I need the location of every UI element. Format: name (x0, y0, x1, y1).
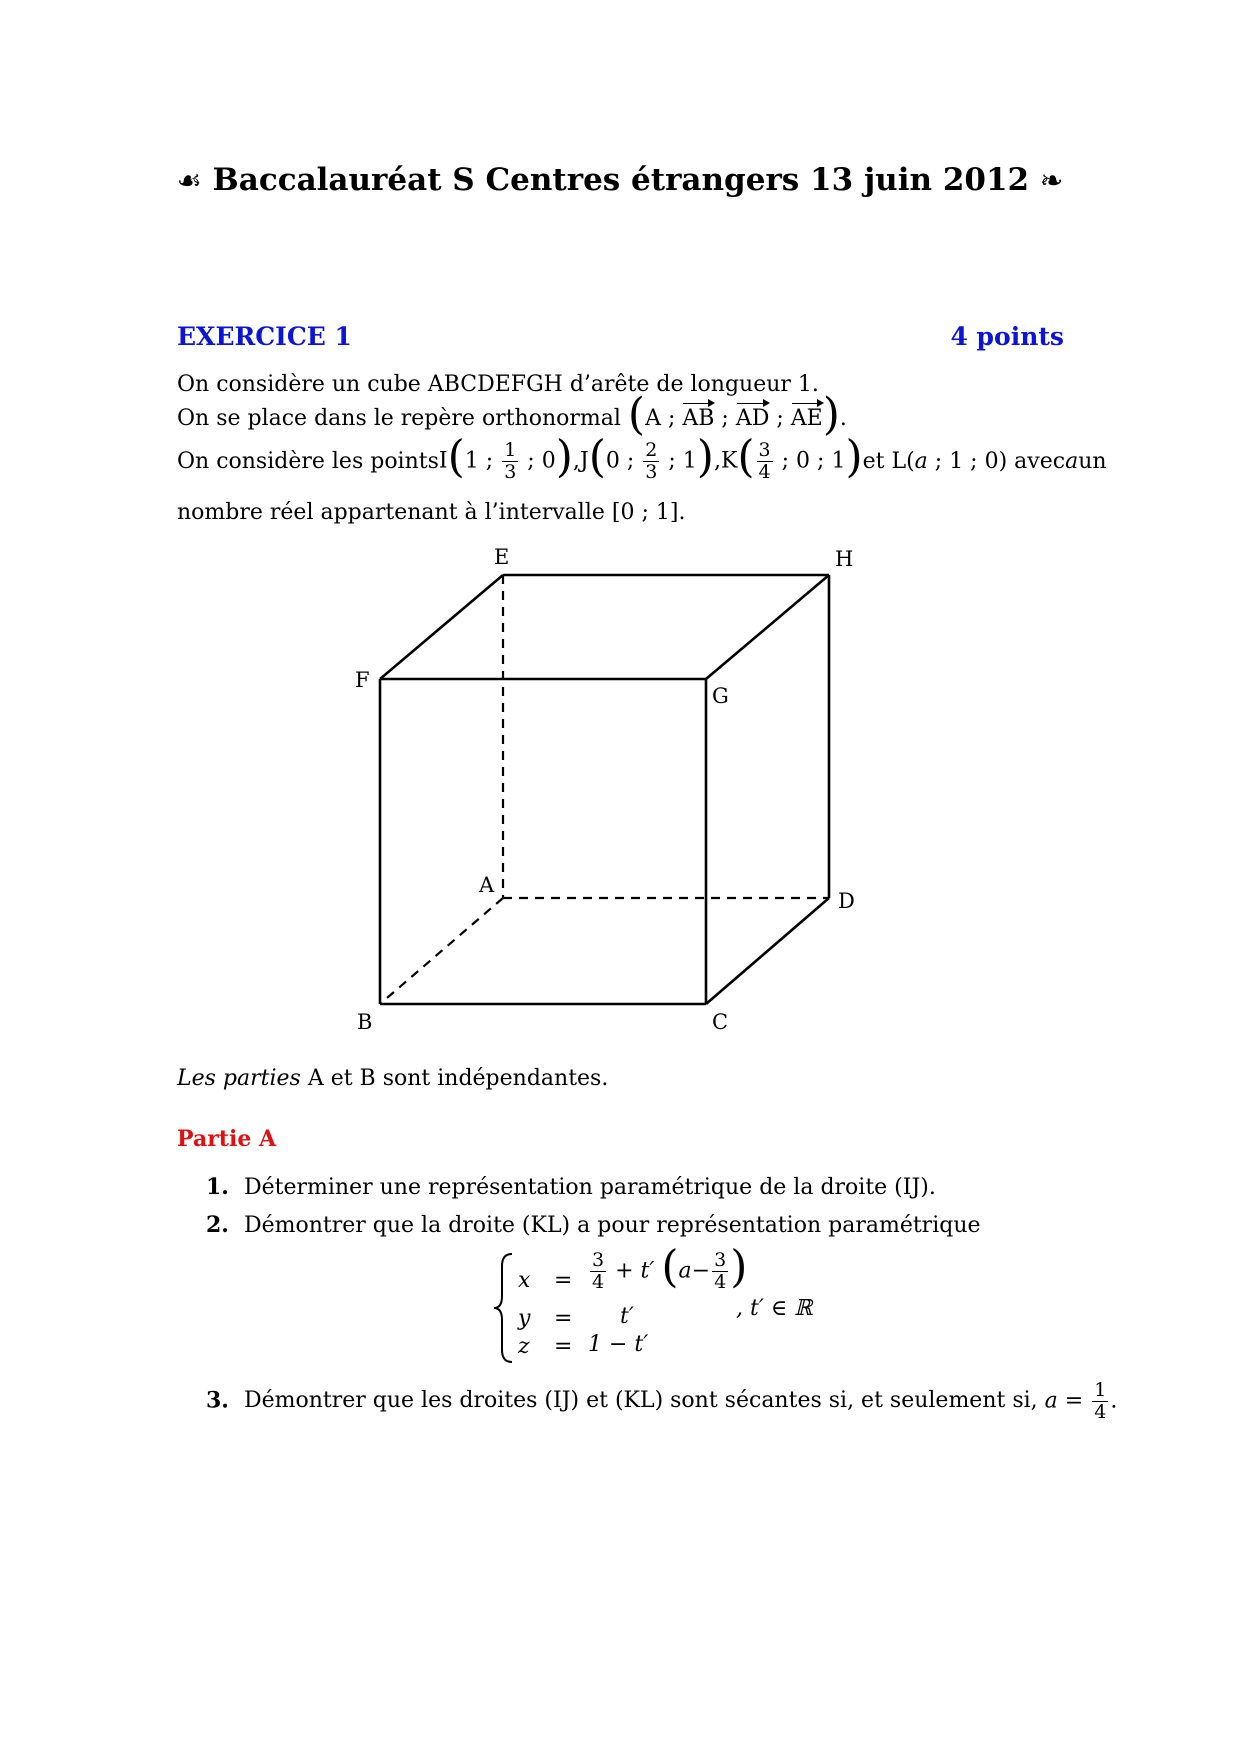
edge-ef (380, 575, 503, 679)
point-k: K( $\frac{3}{4}$ ; 0 ; 1) (720, 431, 863, 483)
ornament-left-icon: ☙ (176, 164, 202, 197)
label-e: E (494, 545, 510, 569)
label-d: D (838, 889, 855, 913)
label-c: C (712, 1010, 729, 1034)
points-prefix: On considère les points (177, 448, 439, 474)
sys-y-rhs: t′ (620, 1304, 634, 1329)
exercise-points: 4 points (950, 322, 1064, 351)
edge-cd (706, 898, 829, 1004)
intro-line-1: On considère un cube ABCDEFGH d’arête de longueur 1. (177, 372, 819, 397)
point-j: J(0 ; $\frac{2}{3}$ ; 1), (579, 431, 721, 483)
label-a: A (479, 873, 495, 897)
vector-ad: AD (735, 406, 770, 431)
question-3: 3. Démontrer que les droites (IJ) et (KL) sont sécantes si, et seulement si, a = $\frac{1}{4}$ . (206, 1379, 1118, 1423)
edge-gh (706, 575, 829, 679)
partie-a-title: Partie A (177, 1126, 277, 1152)
vector-ab: AB (682, 406, 715, 431)
edge-ab-hidden (380, 898, 503, 1004)
point-l: et L(a ; 1 ; 0) avec (862, 448, 1066, 474)
system-brace-icon (490, 1252, 520, 1364)
var-a: a (1065, 448, 1079, 474)
repere-prefix: On se place dans le repère orthonormal (177, 406, 621, 431)
ornament-right-icon: ❧ (1039, 164, 1064, 197)
word-un: un (1078, 448, 1107, 474)
label-h: H (835, 547, 854, 571)
intervalle-line: nombre réel appartenant à l’intervalle [0 ; 1]. (177, 500, 686, 525)
sys-x: x (518, 1268, 531, 1293)
label-f: F (355, 668, 370, 692)
label-g: G (712, 684, 729, 708)
intro-line-2: On se place dans le repère orthonormal (A ; AB ; AD ; AE). (177, 389, 847, 440)
parametric-system: x = $\frac{3}{4}$ + t′ (a− $\frac{3}{4}$ ) y = t′ z = 1 − t′ (518, 1241, 748, 1359)
sys-z: z (518, 1334, 530, 1359)
question-2: 2. Démontrer que la droite (KL) a pour représentation paramétrique (206, 1212, 981, 1238)
repere-origin: A (645, 406, 661, 431)
label-b: B (357, 1010, 373, 1034)
question-1: 1. Déterminer une représentation paramétrique de la droite (IJ). (206, 1174, 936, 1200)
parties-note: Les parties A et B sont indépendantes. (177, 1066, 609, 1091)
sys-x-rhs: $\frac{3}{4}$ + t′ (a− $\frac{3}{4}$ ) (592, 1241, 748, 1293)
param-domain: , t′ ∈ ℝ (736, 1296, 813, 1321)
vector-ae: AE (790, 406, 823, 431)
title-text: Baccalauréat S Centres étrangers 13 juin 2012 (212, 162, 1030, 198)
sys-y: y (518, 1306, 531, 1331)
sys-z-rhs: 1 − t′ (588, 1332, 649, 1357)
point-i: I(1 ; $\frac{1}{3}$ ; 0), (438, 431, 580, 483)
exercise-title: EXERCICE 1 (177, 322, 352, 351)
